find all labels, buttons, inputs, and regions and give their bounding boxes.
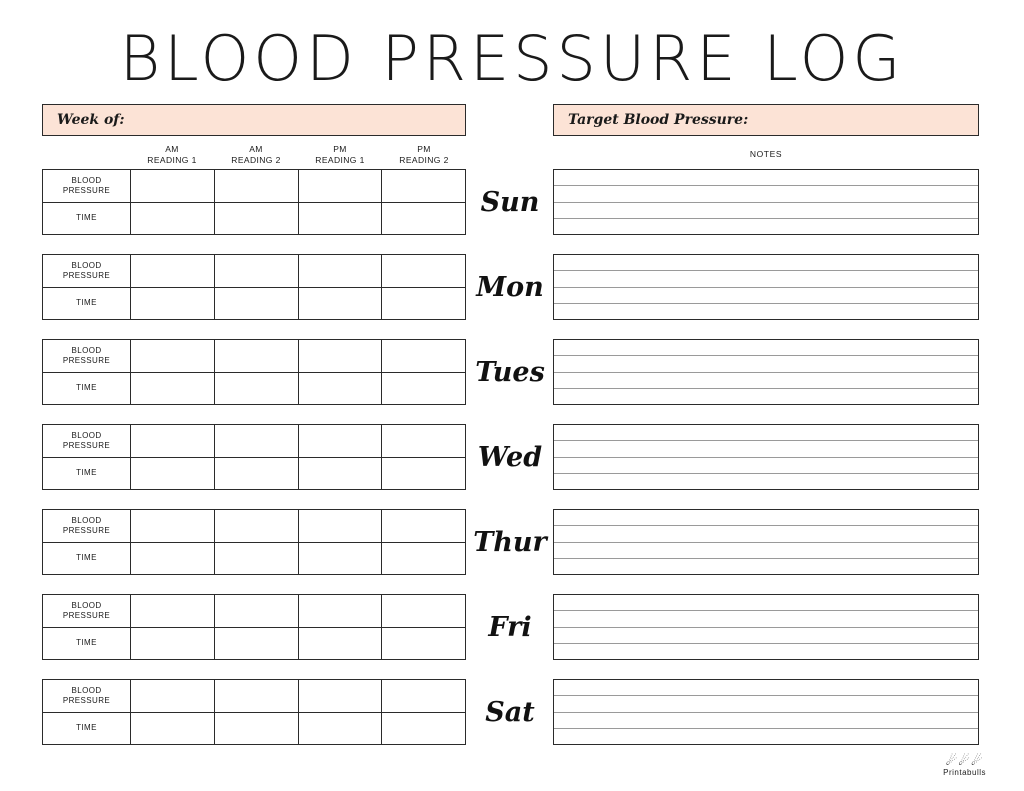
- note-writing-line: [554, 458, 978, 474]
- blood-pressure-input-cell[interactable]: [382, 255, 465, 288]
- column-header-line1: PM: [333, 144, 347, 154]
- blood-pressure-input-cell[interactable]: [131, 595, 214, 628]
- target-blood-pressure-label: Target Blood Pressure:: [568, 112, 749, 128]
- time-row-label: TIME: [76, 298, 97, 308]
- row-label-column: [43, 595, 131, 659]
- blood-pressure-input-cell[interactable]: [131, 680, 214, 713]
- time-row-label: TIME: [76, 723, 97, 733]
- day-row-fri: [42, 594, 466, 660]
- note-writing-line: [554, 288, 978, 304]
- time-input-cell[interactable]: [215, 458, 298, 490]
- column-header-line1: AM: [249, 144, 263, 154]
- column-header-line2: READING 1: [315, 155, 365, 165]
- label-line-2: PRESSURE: [62, 355, 111, 365]
- time-input-cell[interactable]: [299, 543, 382, 575]
- blood-pressure-input-cell[interactable]: [382, 510, 465, 543]
- note-writing-line: [554, 474, 978, 489]
- readings-grid: [42, 509, 466, 575]
- time-input-cell[interactable]: [299, 713, 382, 745]
- notes-box-wed[interactable]: [553, 424, 979, 490]
- note-writing-line: [554, 611, 978, 627]
- reading-column-1: [131, 255, 215, 319]
- reading-column-3: [299, 425, 383, 489]
- reading-column-1: [131, 595, 215, 659]
- column-header-line2: READING 2: [231, 155, 281, 165]
- column-header-line1: AM: [165, 144, 179, 154]
- reading-column-4: [382, 255, 465, 319]
- column-header-line1: PM: [417, 144, 431, 154]
- reading-column-3: [299, 510, 383, 574]
- time-input-cell[interactable]: [131, 543, 214, 575]
- time-input-cell[interactable]: [131, 458, 214, 490]
- label-line-1: BLOOD: [71, 260, 102, 270]
- time-input-cell[interactable]: [299, 458, 382, 490]
- label-line-2: PRESSURE: [62, 695, 111, 705]
- blood-pressure-input-cell[interactable]: [215, 595, 298, 628]
- reading-column-3: [299, 680, 383, 744]
- reading-column-3: [299, 255, 383, 319]
- reading-column-2: [215, 680, 299, 744]
- reading-column-3: [299, 170, 383, 234]
- blood-pressure-input-cell[interactable]: [131, 425, 214, 458]
- notes-box-thur[interactable]: [553, 509, 979, 575]
- note-writing-line: [554, 543, 978, 559]
- brand-logo: [943, 754, 986, 777]
- readings-grid: [42, 679, 466, 745]
- row-label-column: [43, 255, 131, 319]
- label-line-2: PRESSURE: [62, 440, 111, 450]
- time-input-cell[interactable]: [131, 288, 214, 320]
- note-writing-line: [554, 729, 978, 744]
- note-writing-line: [554, 304, 978, 319]
- label-line-1: BLOOD: [71, 600, 102, 610]
- label-line-1: BLOOD: [71, 175, 102, 185]
- reading-column-4: [382, 595, 465, 659]
- day-name-wed: Wed: [477, 442, 543, 473]
- reading-column-4: [382, 425, 465, 489]
- time-row-label: TIME: [76, 638, 97, 648]
- notes-column-header: NOTES: [749, 149, 783, 159]
- reading-column-1: [131, 340, 215, 404]
- column-header-pm-reading-1: [298, 144, 382, 166]
- readings-grid: [42, 169, 466, 235]
- time-row-label: TIME: [76, 383, 97, 393]
- note-writing-line: [554, 186, 978, 202]
- blood-pressure-input-cell[interactable]: [131, 255, 214, 288]
- day-name-sun: Sun: [480, 187, 540, 218]
- blood-pressure-row-label: [43, 595, 130, 628]
- blood-pressure-input-cell[interactable]: [299, 510, 382, 543]
- row-label-column: [43, 340, 131, 404]
- note-writing-line: [554, 559, 978, 574]
- reading-column-4: [382, 340, 465, 404]
- notes-box-tues[interactable]: [553, 339, 979, 405]
- blood-pressure-input-cell[interactable]: [382, 680, 465, 713]
- label-line-2: PRESSURE: [62, 610, 111, 620]
- time-input-cell[interactable]: [215, 713, 298, 745]
- reading-column-1: [131, 510, 215, 574]
- time-input-cell[interactable]: [382, 458, 465, 490]
- blood-pressure-row-label: [43, 340, 130, 373]
- label-line-1: BLOOD: [71, 685, 102, 695]
- logo-mark-icon: ☄☄☄: [945, 753, 984, 768]
- time-input-cell[interactable]: [215, 288, 298, 320]
- time-input-cell[interactable]: [215, 373, 298, 405]
- blood-pressure-input-cell[interactable]: [215, 510, 298, 543]
- time-row-label: TIME: [76, 468, 97, 478]
- note-writing-line: [554, 713, 978, 729]
- note-writing-line: [554, 441, 978, 457]
- blood-pressure-input-cell[interactable]: [215, 340, 298, 373]
- reading-column-2: [215, 510, 299, 574]
- notes-box-mon[interactable]: [553, 254, 979, 320]
- time-input-cell[interactable]: [215, 203, 298, 235]
- day-name-thur: Thur: [473, 527, 547, 558]
- notes-box-sun[interactable]: [553, 169, 979, 235]
- reading-column-2: [215, 425, 299, 489]
- day-row-thur: [42, 509, 466, 575]
- blood-pressure-input-cell[interactable]: [131, 340, 214, 373]
- blood-pressure-input-cell[interactable]: [382, 340, 465, 373]
- time-input-cell[interactable]: [215, 628, 298, 660]
- time-row-label: TIME: [76, 213, 97, 223]
- note-writing-line: [554, 356, 978, 372]
- time-input-cell[interactable]: [299, 628, 382, 660]
- time-input-cell[interactable]: [299, 288, 382, 320]
- label-line-2: PRESSURE: [62, 270, 111, 280]
- label-line-1: BLOOD: [71, 430, 102, 440]
- day-name-sat: Sat: [485, 697, 535, 728]
- day-row-tues: [42, 339, 466, 405]
- note-writing-line: [554, 373, 978, 389]
- notes-box-fri[interactable]: [553, 594, 979, 660]
- blood-pressure-input-cell[interactable]: [215, 255, 298, 288]
- target-blood-pressure-banner[interactable]: [553, 104, 979, 136]
- row-label-column: [43, 425, 131, 489]
- note-writing-line: [554, 696, 978, 712]
- label-line-1: BLOOD: [71, 345, 102, 355]
- reading-column-1: [131, 170, 215, 234]
- reading-column-2: [215, 340, 299, 404]
- reading-column-4: [382, 170, 465, 234]
- note-writing-line: [554, 526, 978, 542]
- readings-grid: [42, 424, 466, 490]
- note-writing-line: [554, 340, 978, 356]
- column-header-line2: READING 1: [147, 155, 197, 165]
- label-line-2: PRESSURE: [62, 185, 111, 195]
- time-input-cell[interactable]: [215, 543, 298, 575]
- week-of-label: Week of:: [57, 112, 125, 128]
- blood-pressure-row-label: [43, 170, 130, 203]
- row-label-column: [43, 510, 131, 574]
- day-row-mon: [42, 254, 466, 320]
- reading-column-3: [299, 340, 383, 404]
- blood-pressure-input-cell[interactable]: [299, 255, 382, 288]
- blood-pressure-input-cell[interactable]: [215, 425, 298, 458]
- time-input-cell[interactable]: [131, 713, 214, 745]
- label-line-1: BLOOD: [71, 515, 102, 525]
- blood-pressure-row-label: [43, 255, 130, 288]
- time-row-label: TIME: [76, 553, 97, 563]
- blood-pressure-input-cell[interactable]: [131, 510, 214, 543]
- note-writing-line: [554, 644, 978, 659]
- reading-column-4: [382, 680, 465, 744]
- note-writing-line: [554, 170, 978, 186]
- readings-grid: [42, 594, 466, 660]
- brand-name: Printabulls: [943, 768, 986, 777]
- note-writing-line: [554, 510, 978, 526]
- note-writing-line: [554, 595, 978, 611]
- time-input-cell[interactable]: [131, 373, 214, 405]
- page-title: BLOOD PRESSURE LOG: [119, 22, 905, 95]
- time-input-cell[interactable]: [382, 288, 465, 320]
- blood-pressure-input-cell[interactable]: [382, 595, 465, 628]
- time-input-cell[interactable]: [382, 713, 465, 745]
- blood-pressure-input-cell[interactable]: [299, 595, 382, 628]
- column-header-line2: READING 2: [399, 155, 449, 165]
- blood-pressure-input-cell[interactable]: [382, 425, 465, 458]
- time-input-cell[interactable]: [131, 628, 214, 660]
- time-input-cell[interactable]: [299, 203, 382, 235]
- reading-column-1: [131, 425, 215, 489]
- reading-column-2: [215, 255, 299, 319]
- note-writing-line: [554, 219, 978, 234]
- reading-column-3: [299, 595, 383, 659]
- day-row-sun: [42, 169, 466, 235]
- reading-column-2: [215, 170, 299, 234]
- day-name-fri: Fri: [488, 612, 532, 643]
- reading-column-2: [215, 595, 299, 659]
- column-header-pm-reading-2: [382, 144, 466, 166]
- note-writing-line: [554, 255, 978, 271]
- blood-pressure-input-cell[interactable]: [215, 170, 298, 203]
- time-input-cell[interactable]: [131, 203, 214, 235]
- time-input-cell[interactable]: [299, 373, 382, 405]
- time-input-cell[interactable]: [382, 543, 465, 575]
- blood-pressure-input-cell[interactable]: [299, 340, 382, 373]
- blood-pressure-input-cell[interactable]: [215, 680, 298, 713]
- blood-pressure-input-cell[interactable]: [382, 170, 465, 203]
- blood-pressure-row-label: [43, 425, 130, 458]
- reading-column-1: [131, 680, 215, 744]
- note-writing-line: [554, 203, 978, 219]
- blood-pressure-input-cell[interactable]: [299, 425, 382, 458]
- time-input-cell[interactable]: [382, 628, 465, 660]
- blood-pressure-row-label: [43, 680, 130, 713]
- note-writing-line: [554, 680, 978, 696]
- column-header-am-reading-2: [214, 144, 298, 166]
- time-input-cell[interactable]: [382, 203, 465, 235]
- row-label-column: [43, 680, 131, 744]
- time-input-cell[interactable]: [382, 373, 465, 405]
- note-writing-line: [554, 628, 978, 644]
- reading-column-4: [382, 510, 465, 574]
- note-writing-line: [554, 425, 978, 441]
- day-row-wed: [42, 424, 466, 490]
- day-name-mon: Mon: [476, 272, 544, 303]
- note-writing-line: [554, 389, 978, 404]
- row-label-column: [43, 170, 131, 234]
- blood-pressure-input-cell[interactable]: [299, 170, 382, 203]
- blood-pressure-row-label: [43, 510, 130, 543]
- note-writing-line: [554, 271, 978, 287]
- blood-pressure-input-cell[interactable]: [131, 170, 214, 203]
- readings-grid: [42, 339, 466, 405]
- label-line-2: PRESSURE: [62, 525, 111, 535]
- readings-grid: [42, 254, 466, 320]
- column-header-am-reading-1: [130, 144, 214, 166]
- week-of-banner[interactable]: [42, 104, 466, 136]
- day-row-sat: [42, 679, 466, 745]
- notes-box-sat[interactable]: [553, 679, 979, 745]
- day-name-tues: Tues: [475, 357, 545, 388]
- blood-pressure-input-cell[interactable]: [299, 680, 382, 713]
